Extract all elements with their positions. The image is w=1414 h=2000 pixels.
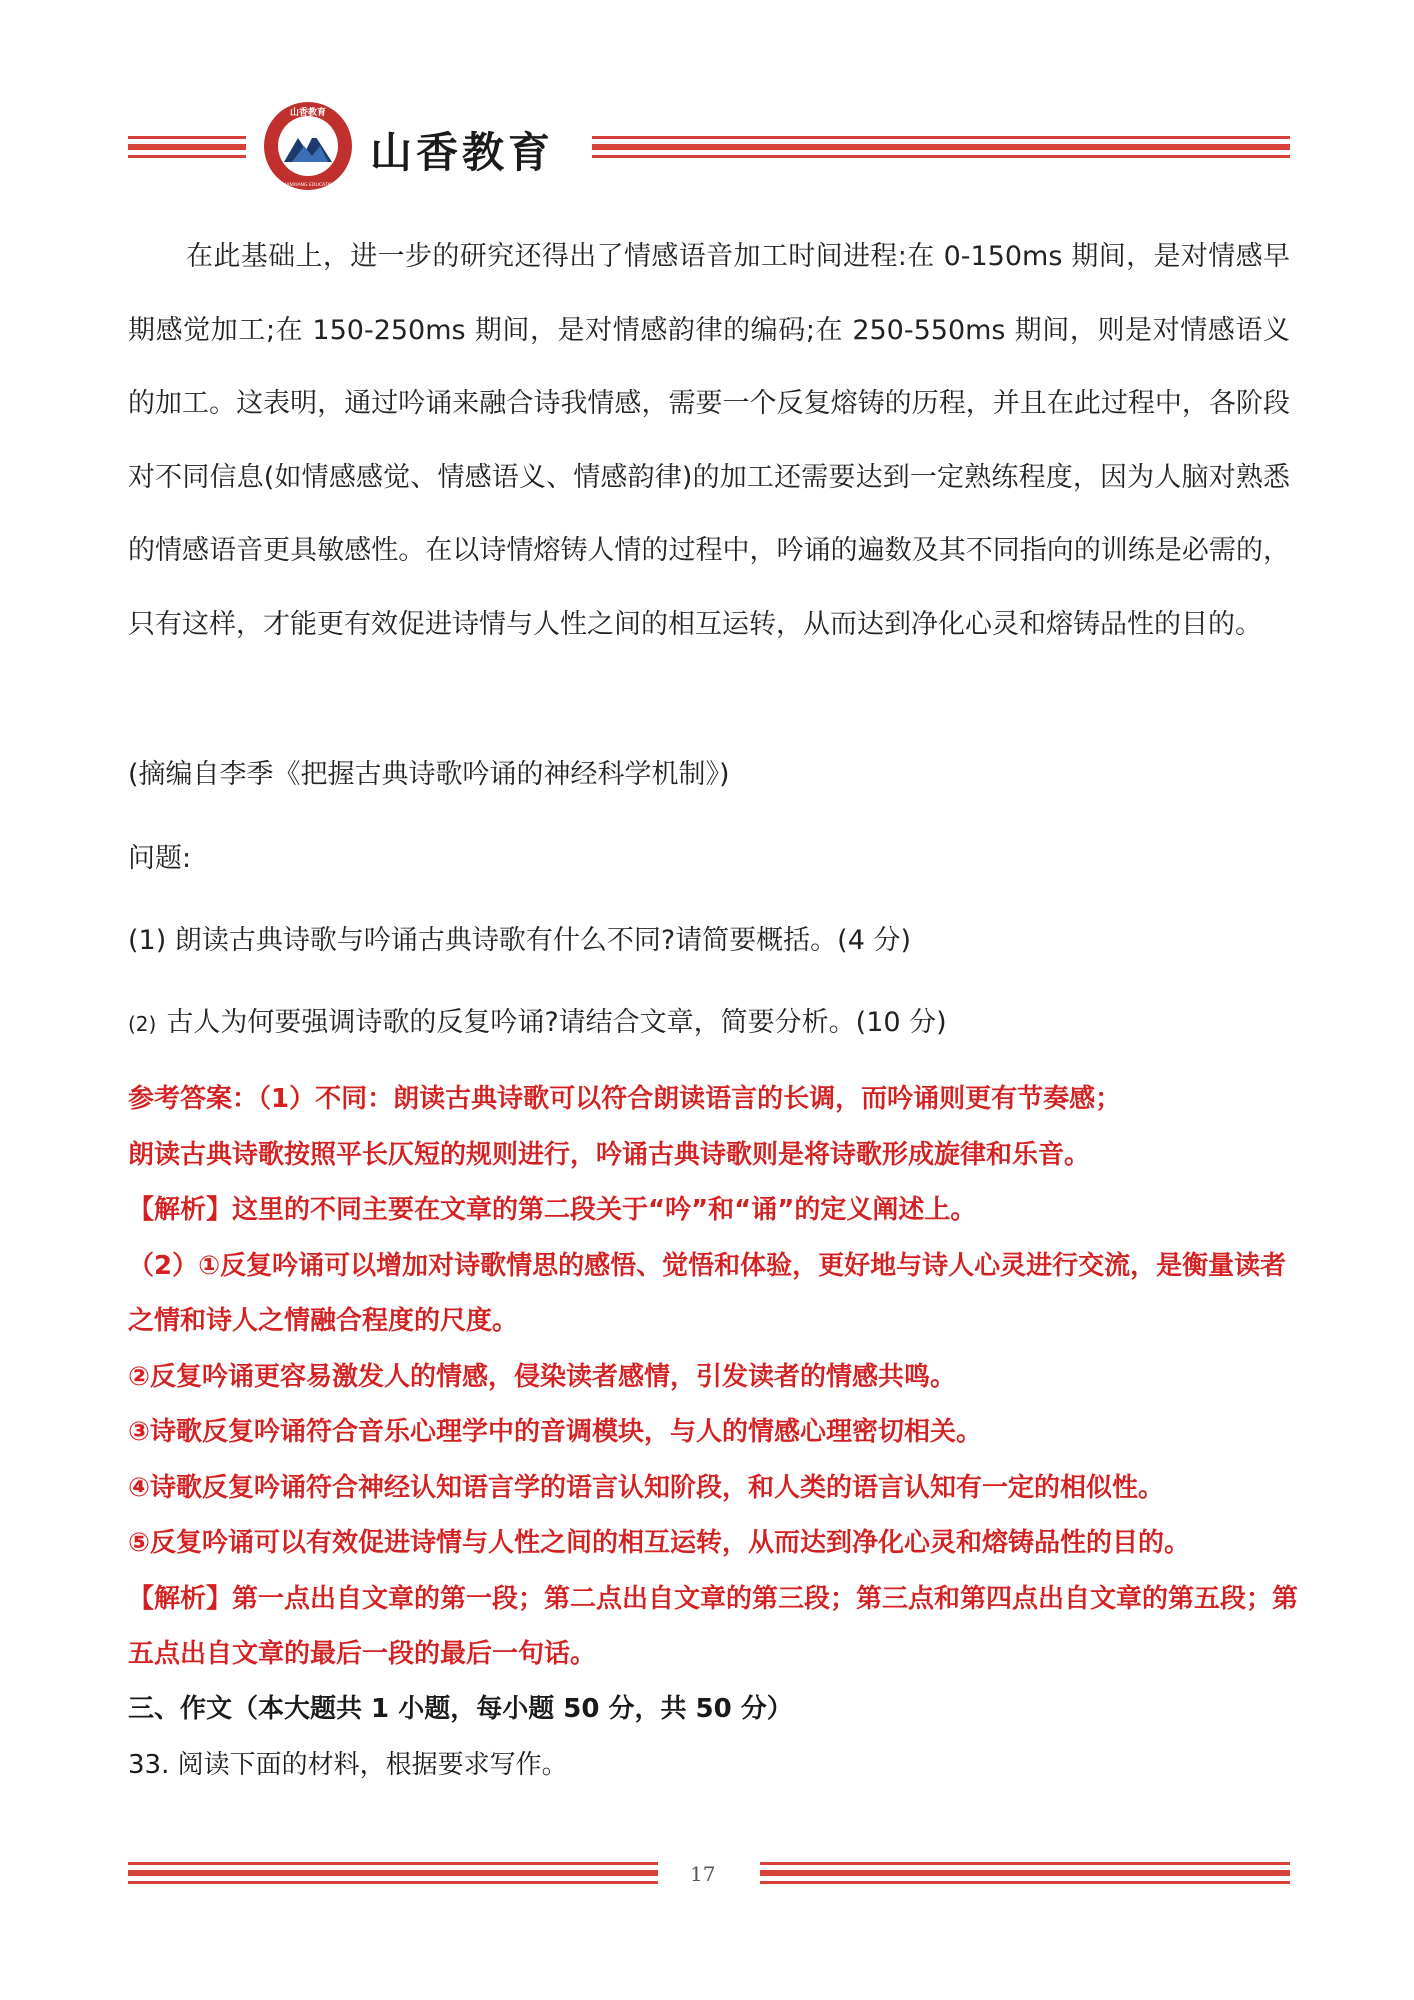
article-source: (摘编自李季《把握古典诗歌吟诵的神经科学机制》) xyxy=(128,759,730,790)
question-2-number: (2) xyxy=(128,1012,157,1036)
svg-text:山香教育: 山香教育 xyxy=(289,108,327,118)
page-header xyxy=(0,0,1414,200)
section-3-title: 三、作文（本大题共 1 小题，每小题 50 分，共 50 分） xyxy=(128,1694,793,1724)
question-1: (1) 朗读古典诗歌与吟诵古典诗歌有什么不同?请简要概括。(4 分) xyxy=(128,925,911,956)
shanxiang-logo-icon xyxy=(262,100,354,192)
question-33: 33. 阅读下面的材料，根据要求写作。 xyxy=(128,1750,568,1780)
answer-1-analysis: 【解析】这里的不同主要在文章的第二段关于“吟”和“诵”的定义阐述上。 xyxy=(128,1195,977,1225)
question-2 xyxy=(128,1000,947,1039)
answer-2-point-5: ⑤反复吟诵可以有效促进诗情与人性之间的相互运转，从而达到净化心灵和熔铸品性的目的。 xyxy=(128,1528,1191,1558)
footer-rule-left xyxy=(128,1862,658,1886)
svg-text:SHANXIANG EDUCATION: SHANXIANG EDUCATION xyxy=(279,183,337,188)
footer-rule-right xyxy=(760,1862,1290,1886)
article-body xyxy=(128,220,1290,661)
answer-2-analysis: 【解析】第一点出自文章的第一段；第二点出自文章的第三段；第三点和第四点出自文章的第五段；第五点出自文章的最后一段的最后一句话。 xyxy=(128,1583,1299,1669)
header-rule-left xyxy=(128,136,246,160)
answer-2-point-4: ④诗歌反复吟诵符合神经认知语言学的语言认知阶段，和人类的语言认知有一定的相似性。 xyxy=(128,1472,1165,1503)
answer-2-point-3: ③诗歌反复吟诵符合音乐心理学中的音调模块，与人的情感心理密切相关。 xyxy=(128,1417,983,1447)
questions-heading: 问题: xyxy=(128,843,192,874)
answer-2-point-1: （2）①反复吟诵可以增加对诗歌情思的感悟、觉悟和体验，更好地与诗人心灵进行交流，是衡量读者之情和诗人之情融合程度的尺度。 xyxy=(128,1250,1287,1336)
answer-1-line-2: 朗读古典诗歌按照平长仄短的规则进行，吟诵古典诗歌则是将诗歌形成旋律和乐音。 xyxy=(128,1139,1091,1170)
question-2-text: 古人为何要强调诗歌的反复吟诵?请结合文章，简要分析。(10 分) xyxy=(166,1007,947,1038)
article-paragraph: 在此基础上，进一步的研究还得出了情感语音加工时间进程:在 0-150ms 期间，是对情感早期感觉加工;在 150-250ms 期间，是对情感韵律的编码;在 250-550ms 期间，则是对情感语义的加工。这表明，通过吟诵来融合诗我情感，需要一个反复熔铸的历程，并且在此过程中，各阶段对不同信息(如情感感觉、情感语义、情感韵律)的加工还需要达到一定熟练程度，因为人脑对熟悉的情感语音更具敏感性。在以诗情熔铸人情的过程中，吟诵的遍数及其不同指向的训练是必需的，只有这样，才能更有效促进诗情与人性之间的相互运转，从而达到净化心灵和熔铸品性的目的。 xyxy=(128,241,1290,640)
answer-1-line-1: 参考答案：（1）不同：朗读古典诗歌可以符合朗读语言的长调，而吟诵则更有节奏感； xyxy=(128,1084,1122,1114)
answer-2-point-2: ②反复吟诵更容易激发人的情感，侵染读者感情，引发读者的情感共鸣。 xyxy=(128,1361,957,1392)
header-rule-right xyxy=(592,136,1290,160)
brand-title: 山香教育 xyxy=(370,128,555,177)
page-number: 17 xyxy=(690,1862,716,1886)
reference-answers xyxy=(128,1072,1298,1683)
